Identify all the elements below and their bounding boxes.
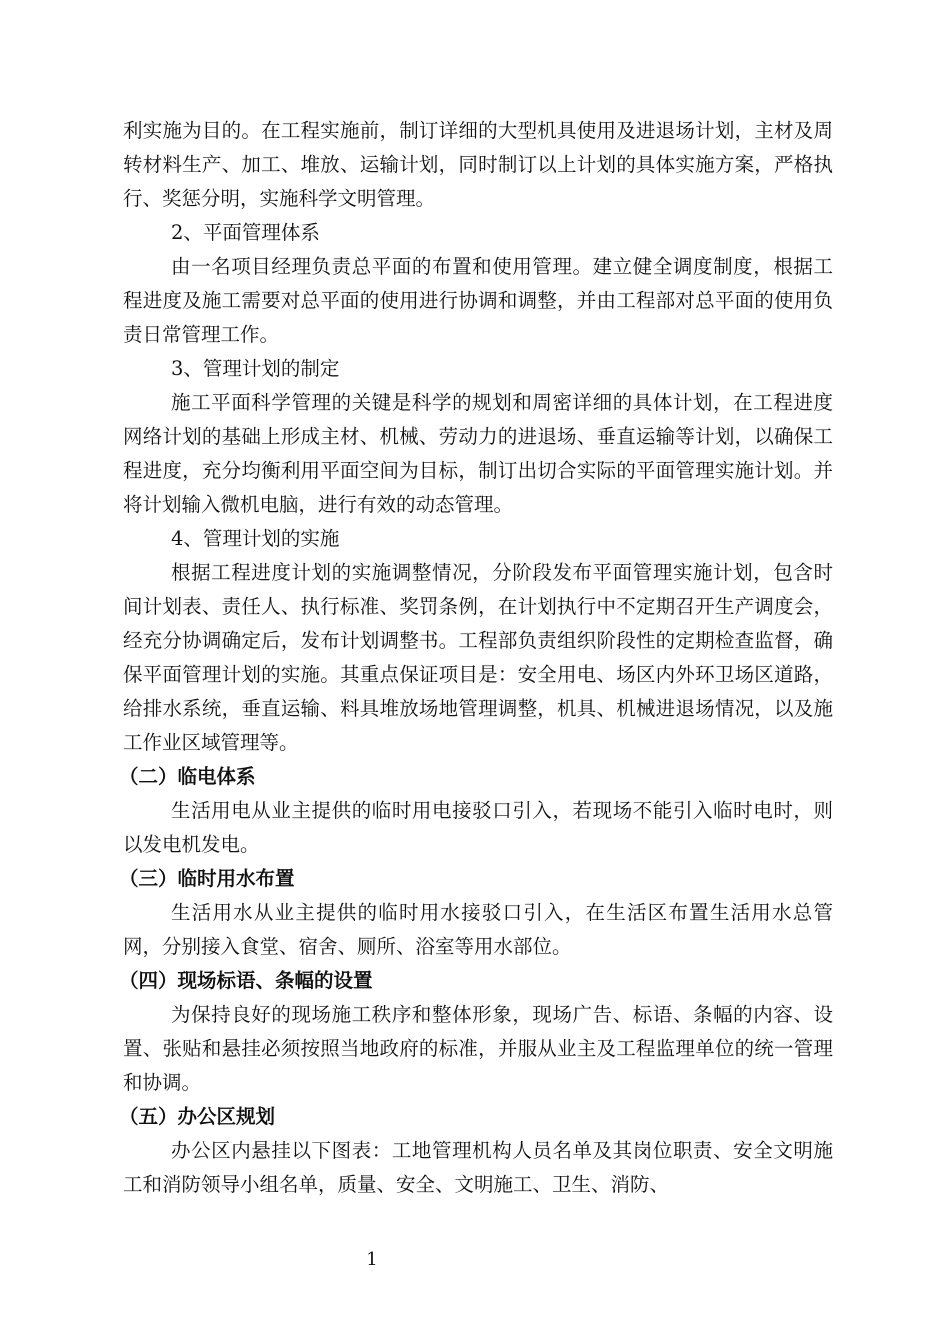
document-body: [119, 114, 833, 1202]
paragraph-plan-formulation: 施工平面科学管理的关键是科学的规划和周密详细的具体计划，在工程进度网络计划的基础上形成主材、机械、劳动力的进退场、垂直运输等计划，以确保工程进度，充分均衡利用平面空间为目标，制订出切合实际的平面管理实施计划。并将计划输入微机电脑，进行有效的动态管理。: [123, 391, 833, 516]
paragraph-office-area: 办公区内悬挂以下图表：工地管理机构人员名单及其岗位职责、安全文明施工和消防领导小组名单，质量、安全、文明施工、卫生、消防、: [123, 1139, 833, 1196]
subheading-plane-management-system: 2、平面管理体系: [171, 221, 320, 244]
paragraph-intro: 利实施为目的。在工程实施前，制订详细的大型机具使用及进退场计划，主材及周转材料生产、加工、堆放、运输计划，同时制订以上计划的具体实施方案，严格执行、奖惩分明，实施科学文明管理。: [123, 119, 833, 210]
paragraph-plan-implementation: 根据工程进度计划的实施调整情况，分阶段发布平面管理实施计划，包含时间计划表、责任人、执行标准、奖罚条例，在计划执行中不定期召开生产调度会，经充分协调确定后，发布计划调整书。工程部负责组织阶段性的定期检查监督，确保平面管理计划的实施。其重点保证项目是：安全用电、场区内外环卫场区道路，给排水系统，垂直运输、料具堆放场地管理调整，机具、机械进退场情况，以及施工作业区域管理等。: [123, 561, 833, 754]
paragraph-plane-management-system: 由一名项目经理负责总平面的布置和使用管理。建立健全调度制度，根据工程进度及施工需要对总平面的使用进行协调和调整，并由工程部对总平面的使用负责日常管理工作。: [123, 255, 833, 346]
paragraph-site-slogans: 为保持良好的现场施工秩序和整体形象，现场广告、标语、条幅的内容、设置、张贴和悬挂必须按照当地政府的标准，并服从业主及工程监理单位的统一管理和协调。: [123, 1003, 833, 1094]
paragraph-temporary-water: 生活用水从业主提供的临时用水接驳口引入，在生活区布置生活用水总管网，分别接入食堂、宿舍、厕所、浴室等用水部位。: [123, 901, 833, 958]
subheading-plan-formulation: 3、管理计划的制定: [171, 357, 340, 380]
section-heading-temporary-power: （二）临电体系: [119, 765, 256, 788]
subheading-plan-implementation: 4、管理计划的实施: [171, 527, 340, 550]
page-number: 1: [366, 1249, 378, 1270]
section-heading-office-area: （五）办公区规划: [119, 1105, 276, 1128]
paragraph-temporary-power: 生活用电从业主提供的临时用电接驳口引入，若现场不能引入临时电时，则以发电机发电。: [123, 799, 833, 856]
section-heading-temporary-water: （三）临时用水布置: [119, 867, 295, 890]
section-heading-site-slogans: （四）现场标语、条幅的设置: [119, 969, 373, 992]
